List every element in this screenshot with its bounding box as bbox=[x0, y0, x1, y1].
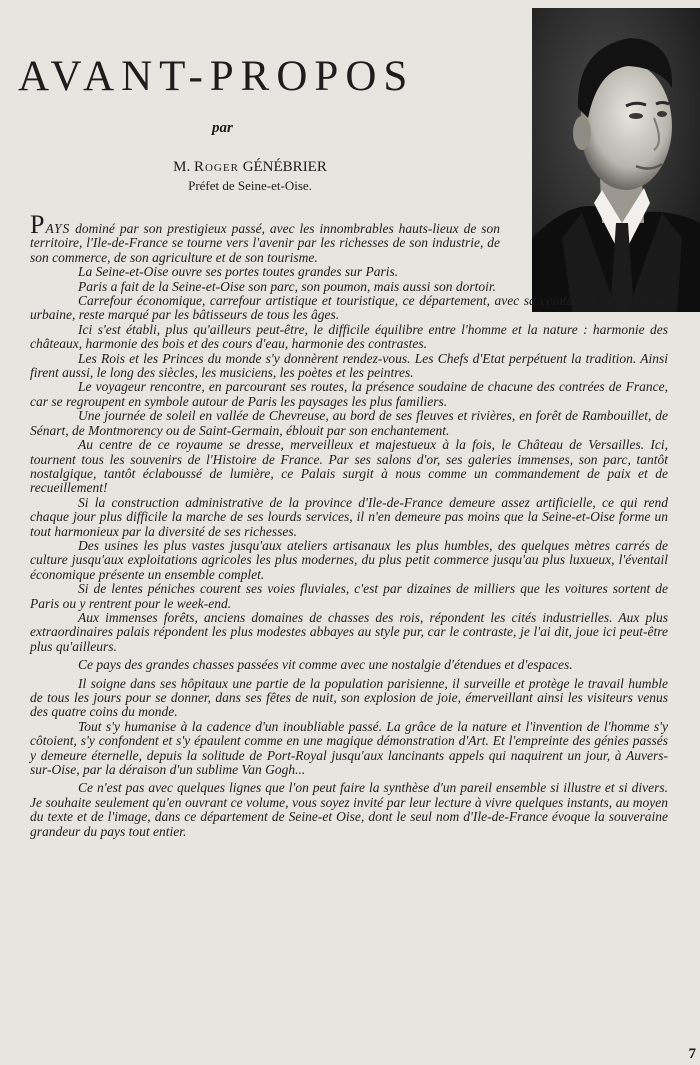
author-name bbox=[150, 159, 350, 176]
paragraph-first-text: dominé par son prestigieux passé, avec les innombrables hauts-lieux de son territoire, l'Ile-de-France se tourne vers l'avenir par les richesses de son industrie, de son commerce, de son agriculture et de son tourisme. bbox=[30, 221, 500, 265]
author-role: Préfet de Seine-et-Oise. bbox=[188, 178, 312, 193]
paragraph: Carrefour économique, carrefour artistique et touristique, ce département, avec sa ceinture à forte densité urbaine, reste marqué par les bâtisseurs de tous les âges. bbox=[30, 293, 668, 323]
paragraph: Des usines les plus vastes jusqu'aux ateliers artisanaux les plus humbles, des quelques mètres carrés de culture jusqu'aux exploitations agricoles les plus modernes, du plus petit commerce jusqu'au plus luxueux, l'éventail économique présente un ensemble complet. bbox=[30, 537, 668, 582]
paragraph: Paris a fait de la Seine-et-Oise son parc, son poumon, mais aussi son dortoir. bbox=[78, 278, 496, 294]
paragraph: Tout s'y humanise à la cadence d'un inoubliable passé. La grâce de la nature et l'invention de l'homme s'y côtoient, s'y confondent et s'y épaulent comme en une magique démonstration d'Art. Et l'empreinte des génies passés y demeure éternelle, depuis la solitude de Port-Royal jusqu'aux lancinants appels qui naquirent un jour, à Auvers-sur-Oise, par la déraison d'un sublime Van Gogh... bbox=[30, 718, 668, 778]
paragraph: Ce pays des grandes chasses passées vit comme avec une nostalgie d'étendues et d'espaces. bbox=[78, 657, 573, 673]
drop-cap: P bbox=[30, 210, 46, 239]
paragraph: Les Rois et les Princes du monde s'y donnèrent rendez-vous. Les Chefs d'Etat perpétuent la tradition. Ainsi firent aussi, le long des siècles, les musiciens, les poètes et les peintres. bbox=[30, 350, 668, 381]
body-text bbox=[30, 210, 668, 839]
paragraph: Une journée de soleil en vallée de Chevreuse, au bord de ses fleuves et rivières, en forêt de Rambouillet, de Sénart, de Montmorency ou de Saint-Germain, éblouit par son enchantement. bbox=[30, 408, 668, 438]
paragraph: Au centre de ce royaume se dresse, merveilleux et majestueux à la fois, le Château de Versailles. Ici, tournent tous les souvenirs de l'Histoire de France. Par ses salons d'or, ses galeries immenses, son parc, tantôt nostalgique, tantôt éclaboussé de lumière, ce Palais surgit à nous comme un commandement de paix et de recueillement! bbox=[30, 437, 668, 496]
paragraph: Ici s'est établi, plus qu'ailleurs peut-être, le difficile équilibre entre l'homme et la nature : harmonie des châteaux, harmonie des bois et des cours d'eau, harmonie des contrastes. bbox=[30, 321, 668, 352]
paragraph: Il soigne dans ses hôpitaux une partie de la population parisienne, il surveille et protège le travail humble de tous les jours pour se donner, dans ses fêtes de nuit, son explosion de joie, émerveillant ainsi les visiteurs venus des quatre coins du monde. bbox=[30, 675, 668, 720]
paragraph: Aux immenses forêts, anciens domaines de chasses des rois, répondent les cités industrielles. Aux plus extraordinaires palais répondent les plus modestes abbayes au style pur, car le contraste, je l'ai dit, joue ici peut-être plus qu'ailleurs. bbox=[30, 609, 668, 654]
paragraph: Ce n'est pas avec quelques lignes que l'on peut faire la synthèse d'un pareil ensemble si illustre et si divers. Je souhaite seulement qu'en ouvrant ce volume, vous soyez invité par leur lecture à vivre quelques instants, au moyen du texte et de l'image, dans ce département de Seine-et Oise, dont le seul nom d'Ile-de-France évoque la souveraine grandeur du pays tout entier. bbox=[30, 780, 668, 839]
byline-par: par bbox=[212, 120, 233, 136]
paragraph-first bbox=[30, 210, 500, 265]
author-first-name: Roger bbox=[193, 159, 239, 175]
author-prefix: M. bbox=[173, 159, 191, 175]
page-title: AVANT-PROPOS bbox=[18, 53, 415, 100]
paragraph: Le voyageur rencontre, en parcourant ses routes, la présence soudaine de chacune des contrées de France, car se regroupent en symbole autour de Paris les paysages les plus familiers. bbox=[30, 379, 668, 409]
paragraph: Si de lentes péniches courent ses voies fluviales, c'est par dizaines de milliers que les voitures sortent de Paris ou y rentrent pour le week-end. bbox=[30, 581, 668, 611]
paragraph: Si la construction administrative de la province d'Ile-de-France demeure assez artificielle, ce qui rend chaque jour plus difficile la marche de ses lourds services, il n'en demeure pas moins que la Seine-et-Oise forme un tout harmonieux par la diversité de ses richesses. bbox=[30, 494, 668, 539]
first-word-rest: AYS bbox=[45, 221, 71, 236]
author-last-name: GÉNÉBRIER bbox=[242, 159, 327, 175]
paragraph: La Seine-et-Oise ouvre ses portes toutes grandes sur Paris. bbox=[78, 264, 399, 280]
page-number: 7 bbox=[688, 1046, 696, 1062]
